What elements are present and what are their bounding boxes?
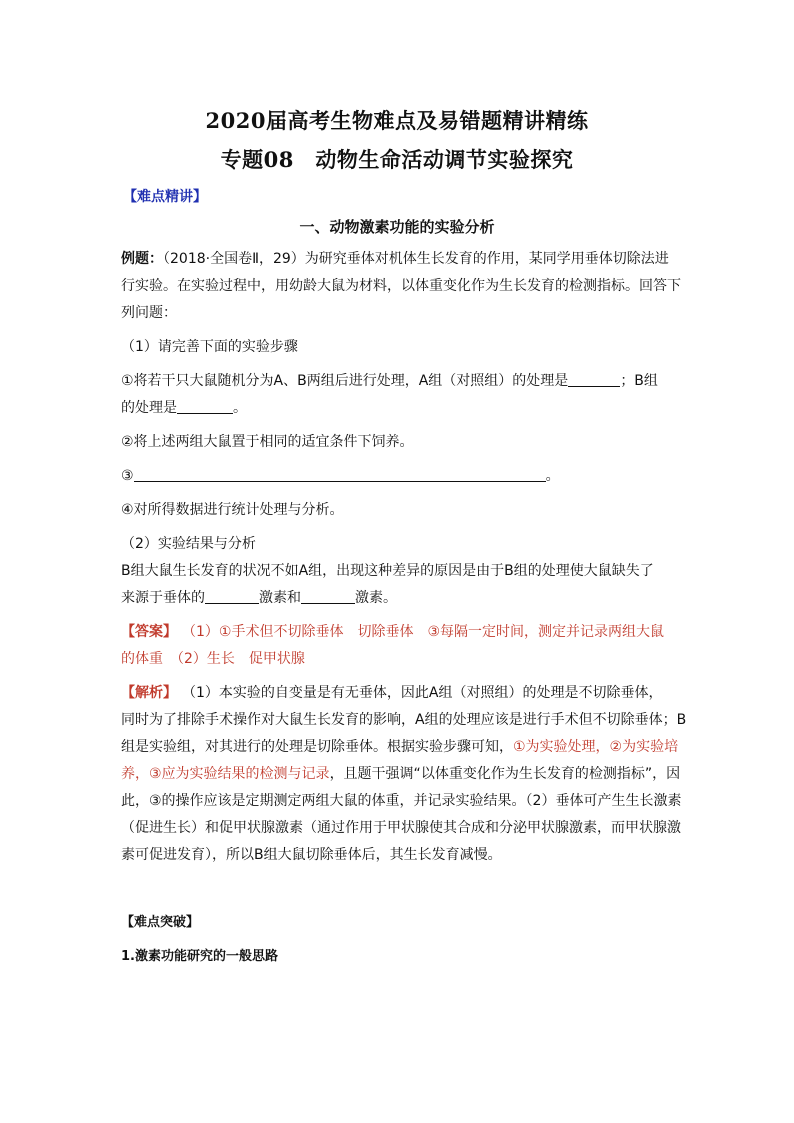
question-2: （2）实验结果与分析 <box>121 536 256 552</box>
answer-line-1: 【答案】 （1）①手术但不切除垂体 切除垂体 ③每隔一定时间，测定并记录两组大鼠 <box>121 624 665 640</box>
example-line-2: 行实验。在实验过程中，用幼龄大鼠为材料，以体重变化作为生长发育的检测指标。回答下 <box>121 278 681 294</box>
example-line-1: 例题：（2018·全国卷Ⅱ，29）为研究垂体对机体生长发育的作用，某同学用垂体切除法进 <box>121 251 669 267</box>
subsection-heading: 1.激素功能研究的一般思路 <box>121 949 278 964</box>
document-title: 2020届高考生物难点及易错题精讲精练 <box>205 108 589 133</box>
step-3: ③ 。 <box>121 468 560 484</box>
answer-blank <box>301 589 355 604</box>
answer-blank <box>205 589 259 604</box>
analysis-line-7: 素可促进发育），所以B组大鼠切除垂体后，其生长发育减慢。 <box>121 847 502 863</box>
answer-blank <box>177 399 233 414</box>
analysis-line-3: 组是实验组，对其进行的处理是切除垂体。根据实验步骤可知，①为实验处理，②为实验培 <box>121 739 679 755</box>
analysis-line-5: 此，③的操作应该是定期测定两组大鼠的体重，并记录实验结果。（2）垂体可产生生长激素 <box>121 793 682 809</box>
question-1: （1）请完善下面的实验步骤 <box>121 339 298 355</box>
section-tag-breakthrough: 【难点突破】 <box>121 915 200 930</box>
section-heading: 一、动物激素功能的实验分析 <box>299 218 495 236</box>
answer-line-2: 的体重 （2）生长 促甲状腺 <box>121 651 305 667</box>
example-label: 例题： <box>121 251 163 267</box>
result-line-2: 来源于垂体的 激素和 激素。 <box>121 590 397 606</box>
topic-title: 专题08 动物生命活动调节实验探究 <box>220 147 574 172</box>
analysis-line-2: 同时为了排除手术操作对大鼠生长发育的影响，A组的处理应该是进行手术但不切除垂体；B <box>121 712 687 728</box>
answer-tag: 【答案】 <box>121 624 177 640</box>
answer-blank <box>134 467 546 482</box>
section-tag-key-points: 【难点精讲】 <box>123 189 207 205</box>
step-1-cont: 的处理是 。 <box>121 400 247 416</box>
example-line-3: 列问题： <box>121 305 177 321</box>
step-4: ④对所得数据进行统计处理与分析。 <box>121 502 344 518</box>
analysis-line-6: （促进生长）和促甲状腺激素（通过作用于甲状腺使其合成和分泌甲状腺激素，而甲状腺激 <box>121 820 681 836</box>
analysis-line-4: 养，③应为实验结果的检测与记录，且题干强调“以体重变化作为生长发育的检测指标”，因 <box>121 766 681 782</box>
analysis-tag: 【解析】 <box>121 685 177 701</box>
step-1: ①将若干只大鼠随机分为A、B两组后进行处理，A组（对照组）的处理是 ；B组 <box>121 373 658 389</box>
result-line-1: B组大鼠生长发育的状况不如A组，出现这种差异的原因是由于B组的处理使大鼠缺失了 <box>121 563 654 579</box>
answer-blank <box>568 372 620 387</box>
analysis-line-1: 【解析】 （1）本实验的自变量是有无垂体，因此A组（对照组）的处理是不切除垂体， <box>121 685 663 701</box>
step-2: ②将上述两组大鼠置于相同的适宜条件下饲养。 <box>121 434 414 450</box>
